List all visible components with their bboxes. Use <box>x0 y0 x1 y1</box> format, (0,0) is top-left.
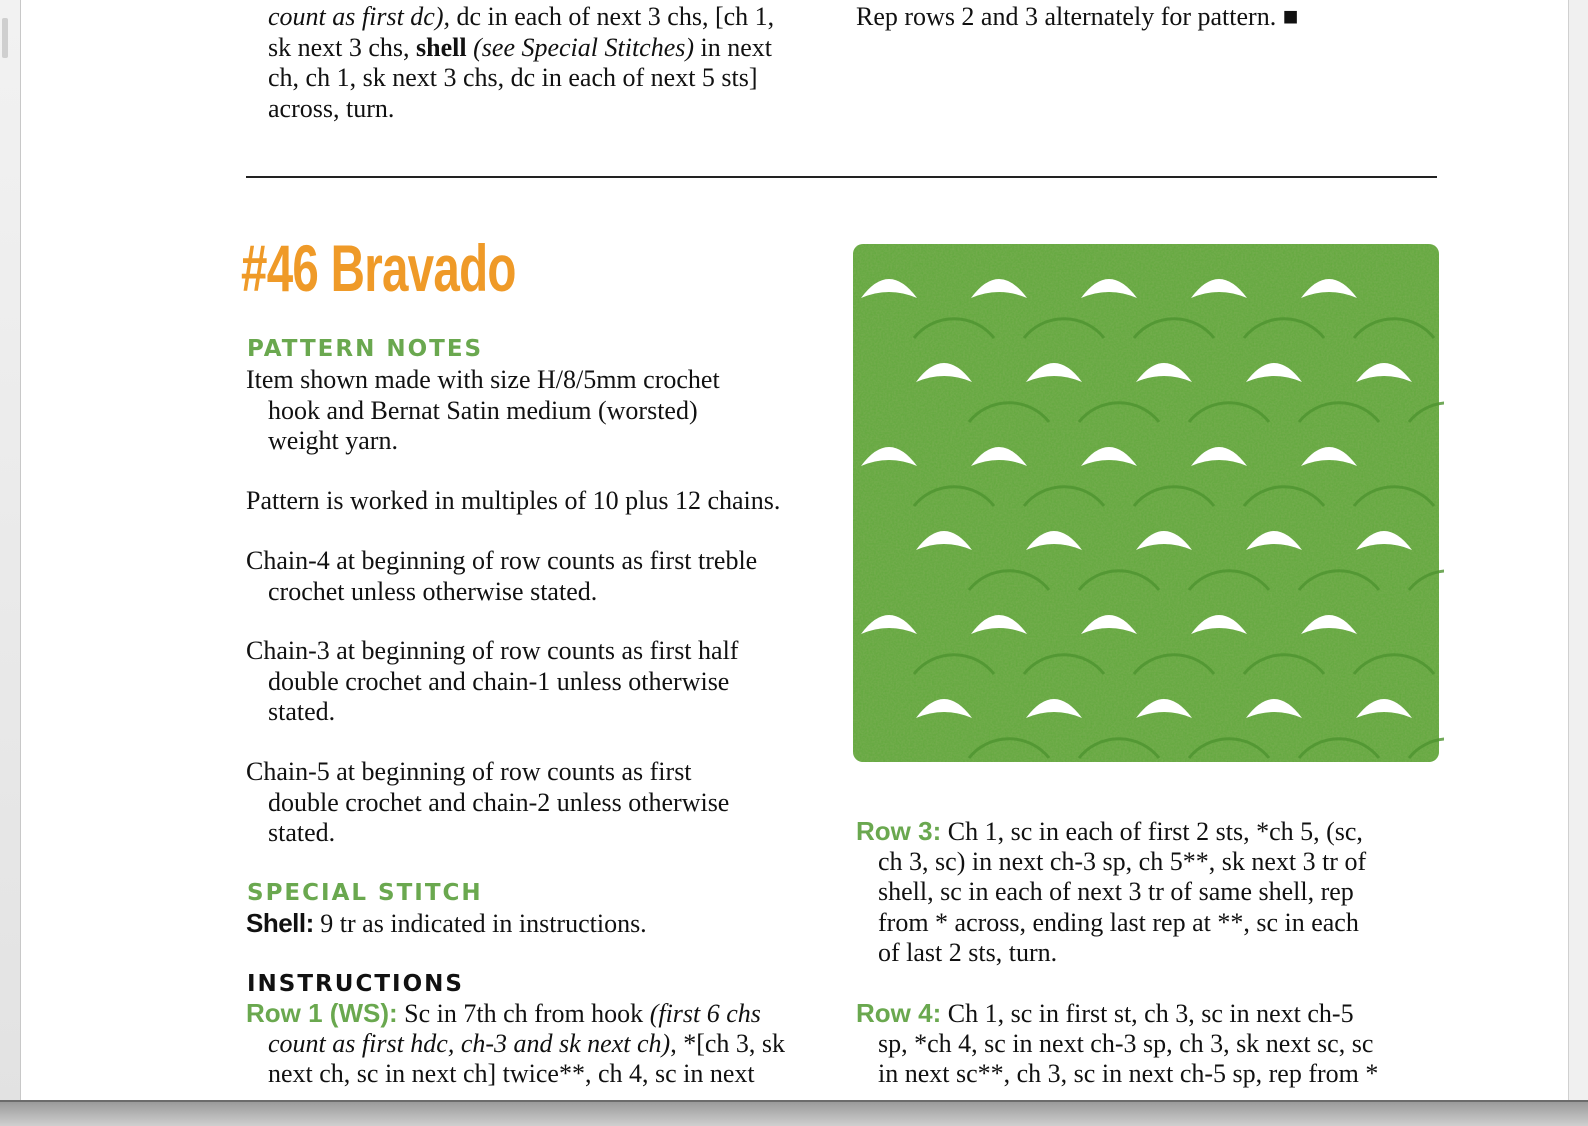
row-1-line <box>246 1029 785 1060</box>
row-4-line-segment: Row 4: <box>856 998 942 1028</box>
note-line-segment: Chain-4 at beginning of row counts as first treble <box>246 546 758 575</box>
note-line-segment: double crochet and chain-1 unless otherwise <box>268 666 730 696</box>
previous-pattern-line-segment: (see Special Stitches) <box>466 32 695 62</box>
previous-pattern-line-segment: in next <box>694 32 773 62</box>
note-line <box>246 546 757 577</box>
note-line-segment: crochet unless otherwise stated. <box>268 576 598 606</box>
pattern-title: #46 Bravado <box>241 231 516 305</box>
shell-label: Shell: <box>246 908 314 938</box>
row-1-line-segment: next ch, sc in next ch] twice**, ch 4, sc in next <box>268 1059 755 1088</box>
note-line <box>246 577 597 608</box>
previous-pattern-line-segment: shell <box>416 32 467 62</box>
row-3-line-segment: of last 2 sts, turn. <box>878 938 1058 967</box>
note-line-segment: stated. <box>268 697 336 726</box>
row-1-line-segment: Row 1 (WS): <box>246 998 398 1028</box>
row-4-line-segment: Ch 1, sc in first st, ch 3, sc in next ch-5 <box>941 999 1354 1028</box>
note-line-segment: Pattern is worked in multiples of 10 plus 12 chains. <box>246 486 781 515</box>
previous-pattern-end-text: Rep rows 2 and 3 alternately for pattern. ■ <box>856 2 1299 31</box>
vertical-scrollbar[interactable] <box>1568 0 1588 1124</box>
crochet-swatch-photo <box>849 238 1444 768</box>
previous-pattern-line-segment: sk next 3 chs, <box>268 32 417 62</box>
previous-pattern-line-segment: count as first dc), <box>268 2 450 31</box>
document-page <box>21 0 1568 1100</box>
previous-pattern-line-segment: across, turn. <box>268 93 395 123</box>
instructions-heading: INSTRUCTIONS <box>247 971 464 997</box>
row-4-line <box>856 1059 1378 1090</box>
note-line-segment: weight yarn. <box>268 426 398 455</box>
row-1-line-segment: , *[ch 3, sk <box>670 1028 786 1058</box>
row-3-line <box>856 816 1363 848</box>
note-line <box>246 396 698 427</box>
note-line <box>246 486 780 517</box>
row-3-line-segment: from * across, ending last rep at **, sc in each <box>878 907 1359 937</box>
note-line <box>246 757 692 788</box>
note-line-segment: double crochet and chain-2 unless otherwise <box>268 787 730 817</box>
row-4-line-segment: in next sc**, ch 3, sc in next ch-5 sp, rep from * <box>878 1059 1379 1088</box>
note-line-segment: hook and Bernat Satin medium (worsted) <box>268 395 698 425</box>
note-line <box>246 818 335 849</box>
row-3-line-segment: Row 3: <box>856 816 942 846</box>
row-3-line <box>856 877 1354 908</box>
row-3-line <box>856 938 1057 969</box>
row-3-line <box>856 908 1359 939</box>
previous-pattern-line <box>246 33 772 64</box>
note-line <box>246 667 729 698</box>
special-stitch-heading: SPECIAL STITCH <box>247 880 483 906</box>
row-1-line <box>246 1059 755 1090</box>
note-line <box>246 426 398 457</box>
row-1-line-segment: count as first hdc, ch-3 and sk next ch) <box>268 1028 671 1058</box>
row-4-line <box>856 998 1354 1030</box>
row-4-line <box>856 1029 1373 1060</box>
note-line-segment: Chain-5 at beginning of row counts as first <box>246 757 692 786</box>
note-line <box>246 697 335 728</box>
previous-pattern-line-segment: ch, ch 1, sk next 3 chs, dc in each of next 5 sts] <box>268 63 758 92</box>
previous-pattern-line <box>246 63 758 94</box>
row-3-line <box>856 847 1366 878</box>
note-line <box>246 365 720 396</box>
left-sidebar-edge[interactable] <box>0 0 21 1124</box>
note-line <box>246 636 738 667</box>
previous-pattern-line-segment: dc in each of next 3 chs, [ch 1, <box>450 2 775 31</box>
shell-definition: 9 tr as indicated in instructions. <box>313 909 647 938</box>
note-line-segment: stated. <box>268 818 336 847</box>
note-line-segment: Chain-3 at beginning of row counts as first half <box>246 636 739 665</box>
bottom-status-bar <box>0 1100 1588 1126</box>
row-1-line <box>246 998 761 1030</box>
pattern-notes-heading: PATTERN NOTES <box>247 336 484 362</box>
note-line-segment: Item shown made with size H/8/5mm crochet <box>246 365 720 394</box>
row-4-line-segment: sp, *ch 4, sc in next ch-3 sp, ch 3, sk next sc, sc <box>878 1028 1374 1058</box>
row-1-line-segment: (first 6 chs <box>649 999 761 1028</box>
section-divider <box>246 176 1437 178</box>
previous-pattern-line <box>246 2 774 33</box>
row-3-line-segment: ch 3, sc) in next ch-3 sp, ch 5**, sk next 3 tr of <box>878 846 1367 876</box>
row-3-line-segment: Ch 1, sc in each of first 2 sts, *ch 5, (sc, <box>941 817 1363 846</box>
previous-pattern-line <box>246 94 394 125</box>
row-1-line-segment: Sc in 7th ch from hook <box>397 999 650 1028</box>
row-3-line-segment: shell, sc in each of next 3 tr of same shell, rep <box>878 877 1354 906</box>
note-line <box>246 788 729 819</box>
special-stitch-text <box>246 908 647 940</box>
